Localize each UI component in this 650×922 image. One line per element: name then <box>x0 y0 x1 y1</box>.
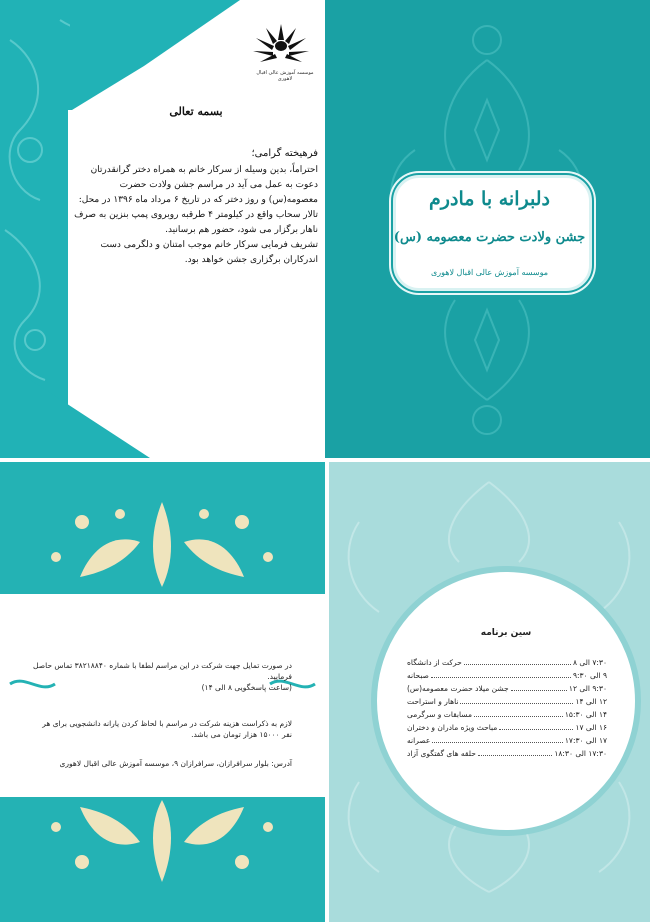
letter-paragraph: احتراماً، بدین وسیله از سرکار خانم به همراه دختر گرانقدرتان دعوت به عمل می آید در مراسم جشن ولادت حضرت معصومه(س) و روز دختر که در تاریخ ۶ مرداد ماه ۱۳۹۶ در محل: تالار سحاب واقع در کیلومتر ۴ طرقبه روبروی پمپ بنزین به صرف ناهار برگزار می شود، حضور هم برسانید. <box>74 165 318 235</box>
program-title: سین برنامه <box>480 628 532 638</box>
rsvp-text <box>30 660 292 693</box>
leader-dots <box>499 722 573 730</box>
address-line: آدرس: بلوار سرافرازان، سرافرازان ۹، موسسه آموزش عالی اقبال لاهوری <box>59 759 292 768</box>
logo-caption: موسسه آموزش عالی اقبال لاهوری <box>256 70 314 82</box>
leader-dots <box>460 696 573 704</box>
program-event: مسابقات و سرگرمی <box>407 710 473 719</box>
program-event: حلقه های گفتگوی آزاد <box>407 749 476 758</box>
program-row <box>407 709 607 722</box>
program-row <box>407 696 607 709</box>
program-time: ۱۷:۳۰ الی ۱۸:۳۰ <box>554 749 607 758</box>
program-time: ۱۶ الی ۱۷ <box>575 723 607 732</box>
rsvp-line: در صورت تمایل جهت شرکت در این مراسم لطفا با شماره ۳۸۲۱۸۸۴۰ تماس حاصل فرمایید. <box>33 661 292 681</box>
greeting: فرهیخته گرامی؛ <box>251 148 318 159</box>
leader-dots <box>432 735 563 743</box>
program-time: ۱۴ الی ۱۵:۳۰ <box>564 710 607 719</box>
program-row <box>407 735 607 748</box>
program-row <box>407 683 607 696</box>
cover-institution: موسسه آموزش عالی اقبال لاهوری <box>430 268 549 277</box>
program-event: صبحانه <box>407 671 429 680</box>
leader-dots <box>511 683 567 691</box>
bismillah-heading: بسمه تعالی <box>169 105 223 118</box>
address-text <box>30 758 292 769</box>
program-list <box>407 657 607 761</box>
fee-text <box>30 718 292 740</box>
program-row <box>407 670 607 683</box>
program-time: ۷:۳۰ الی ۸ <box>572 658 607 667</box>
letter-paragraph: تشریف فرمایی سرکار خانم موجب امتنان و دلگرمی دست اندرکاران برگزاری جشن خواهد بود. <box>100 240 318 265</box>
program-row <box>407 748 607 761</box>
leader-dots <box>478 748 552 756</box>
leader-dots <box>464 657 571 665</box>
program-event: حرکت از دانشگاه <box>407 658 462 667</box>
cover-title: دلبرانه با مادرم <box>429 188 550 210</box>
leader-dots <box>474 709 563 717</box>
info-panel <box>0 462 325 922</box>
letter-panel <box>0 0 325 458</box>
program-time: ۹:۳۰ الی ۱۲ <box>568 684 607 693</box>
program-time: ۱۲ الی ۱۴ <box>575 697 607 706</box>
fee-line: لازم به ذکراست هزینه شرکت در مراسم با لحاظ کردن یارانه دانشجویی برای هر نفر ۱۵۰۰۰ هزار تومان می باشد. <box>42 719 292 739</box>
program-time: ۹ الی ۹:۳۰ <box>572 671 607 680</box>
program-event: جشن میلاد حضرت معصومه(س) <box>407 684 509 693</box>
floral-ornament <box>0 0 70 458</box>
program-row <box>407 657 607 670</box>
program-event: مباحث ویژه مادران و دختران <box>407 723 498 732</box>
program-row <box>407 722 607 735</box>
cover-panel <box>325 0 650 458</box>
rsvp-hours: (ساعت پاسخگویی ۸ الی ۱۴) <box>201 683 292 692</box>
letter-body <box>74 105 318 268</box>
program-event: ناهار و استراحت <box>407 697 459 706</box>
program-time: ۱۷ الی ۱۷:۳۰ <box>564 736 607 745</box>
program-event: عصرانه <box>407 736 431 745</box>
program-panel <box>329 462 650 922</box>
leader-dots <box>431 670 571 678</box>
cover-subtitle: جشن ولادت حضرت معصومه (س) <box>393 230 586 245</box>
